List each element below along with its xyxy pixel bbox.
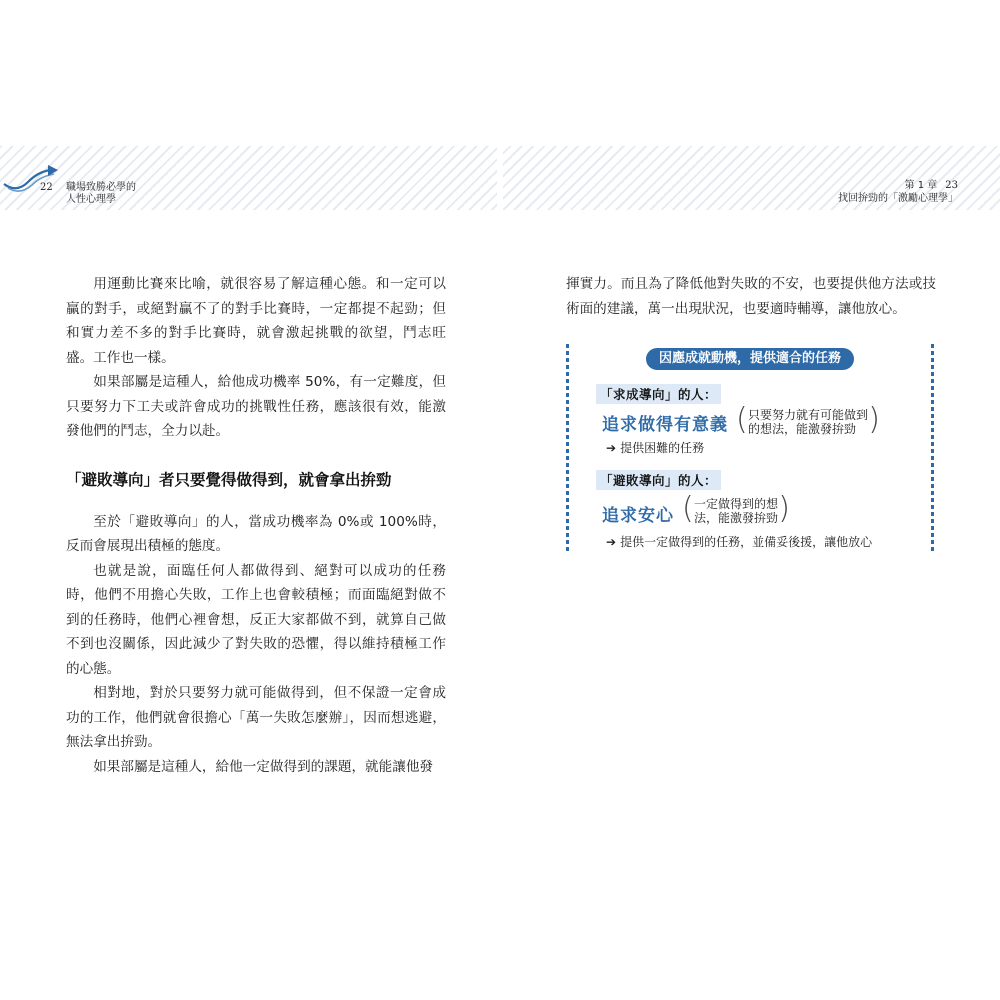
group-note-success-oriented: ( 只要努力就有可能做到 的想法，能激發拚勁 ) [736,402,881,437]
box-border-left [566,344,569,554]
page-number-right: 23 [945,180,958,191]
paragraph: 至於「避敗導向」的人，當成功機率為 0%或 100%時，反而會展現出積極的態度。 [66,513,446,554]
page-gutter [497,146,503,210]
header-right [838,180,958,205]
box-border-right [931,344,934,554]
left-page-body [66,272,446,779]
paragraph: 相對地，對於只要努力就可能做得到，但不保證一定會成功的工作，他們就會很擔心「萬一失敗怎麼辦」，因而想逃避，無法拿出拚勁。 [66,685,446,750]
box-title: 因應成就動機，提供適合的任務 [646,348,854,370]
page-number-left: 22 [40,182,53,193]
paragraph: 揮實力。而且為了降低他對失敗的不安，也要提供他方法或技術面的建議，萬一出現狀況，也要適時輔導，讓他放心。 [566,276,936,317]
right-arrow-icon: ➔ [606,441,617,455]
paragraph: 也就是說，面臨任何人都做得到、絕對可以成功的任務時，他們不用擔心失敗，工作上也會較積極；而面臨絕對做不到的任務時，他們心裡會想，反正大家都做不到，就算自己做不到也沒關係，因此減少了對失敗的恐懼，得以維持積極工作的心態。 [66,562,446,677]
book-title-line1: 職場致勝必學的 [66,182,136,193]
paragraph: 用運動比賽來比喻，就很容易了解這種心態。和一定可以贏的對手，或絕對贏不了的對手比賽時，一定都提不起勁；但和實力差不多的對手比賽時，就會激起挑戰的欲望，鬥志旺盛。工作也一樣。 [66,276,446,366]
paragraph: 如果部屬是這種人，給他一定做得到的課題，就能讓他發 [93,758,434,775]
section-heading: 「避敗導向」者只要覺得做得到，就會拿出拚勁 [66,470,392,489]
right-arrow-icon: ➔ [606,535,617,549]
group-headline-success-oriented: 追求做得有意義 [602,415,728,435]
group-label-failure-avoidant: 「避敗導向」的人： [596,470,721,490]
group-headline-failure-avoidant: 追求安心 [602,506,674,526]
paragraph: 如果部屬是這種人，給他成功機率 50%，有一定難度，但只要努力下工夫或許會成功的挑戰性任務，應該很有效，能激發他們的鬥志，全力以赴。 [66,374,446,439]
summary-box [566,344,934,554]
book-title-line2: 人性心理學 [66,194,116,205]
chapter-label: 第 1 章 [904,180,938,191]
group-action-success-oriented: ➔ 提供困難的任務 [606,441,705,455]
chapter-title: 找回拚勁的「激勵心理學」 [838,193,958,204]
group-note-failure-avoidant: ( 一定做得到的想 法，能激發拚勁 ) [682,491,791,526]
group-label-success-oriented: 「求成導向」的人： [596,384,721,404]
group-action-failure-avoidant: ➔ 提供一定做得到的任務，並備妥後援，讓他放心 [606,535,873,549]
right-page-body [566,272,936,321]
